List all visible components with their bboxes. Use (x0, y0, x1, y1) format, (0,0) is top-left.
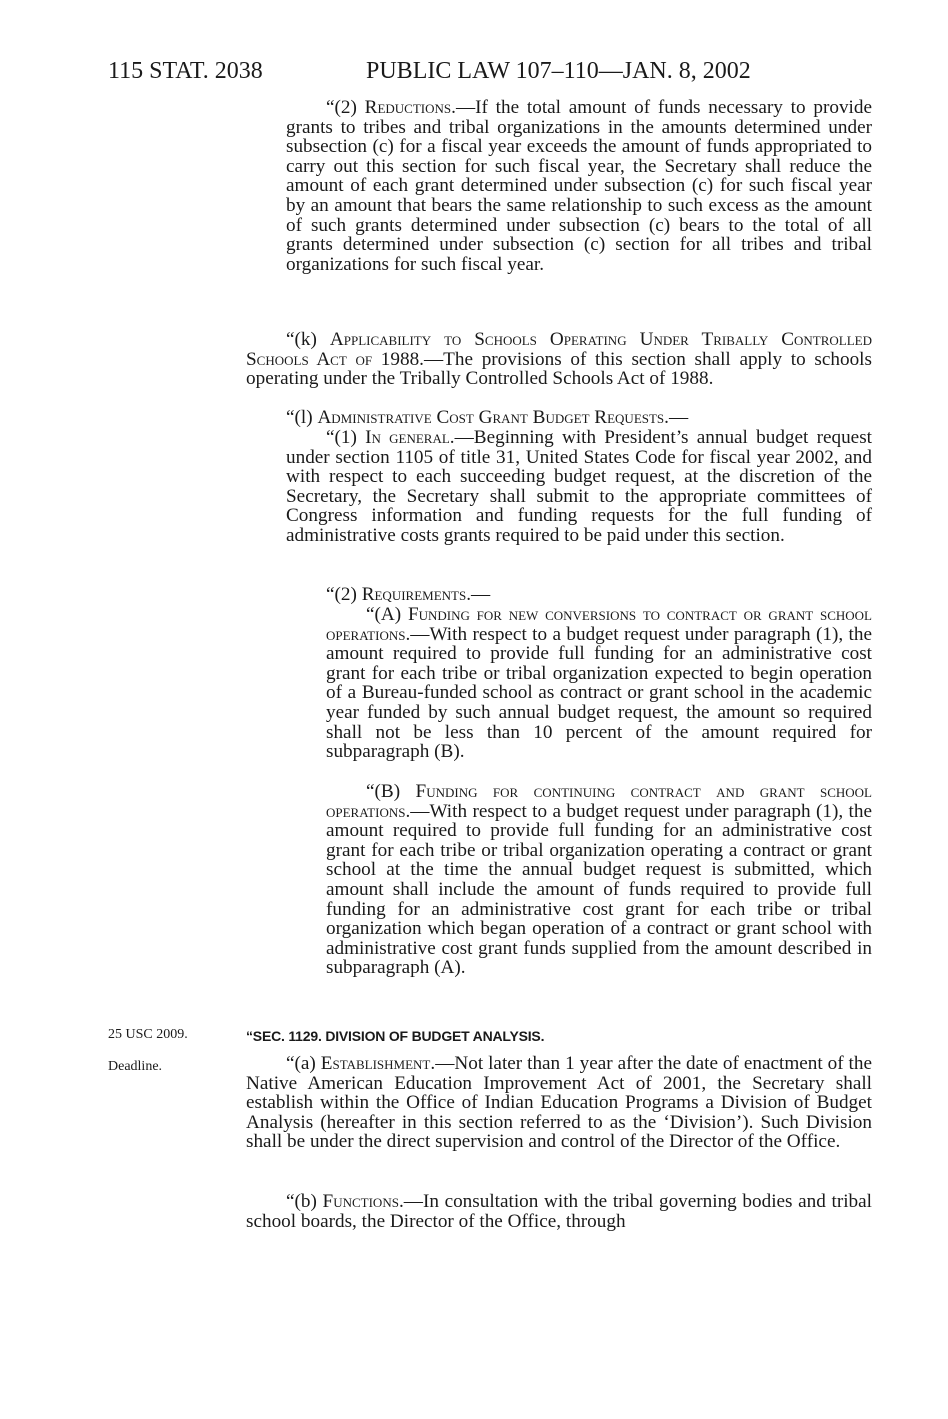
para-heading: Establishment. (320, 1053, 436, 1074)
para-text: —In consultation with the tribal governing bodies and tribal school boards, the Director of the Office, through (246, 1191, 873, 1232)
para-heading: Applicability to Schools Operating Under Tribally Controlled Schools Act of 1988. (246, 329, 873, 370)
para-prefix: “(2) (326, 584, 362, 605)
para-heading: Funding for new conversions to contract or grant school operations. (326, 604, 872, 645)
subsection-b-functions (246, 1192, 872, 1231)
para-text: — (471, 584, 491, 605)
paragraph-j-2-reductions (286, 98, 872, 274)
subparagraph-a-new-conversions (326, 605, 872, 762)
para-prefix: “(1) (326, 427, 366, 448)
para-text: — (668, 407, 689, 428)
para-text: —With respect to a budget request under paragraph (1), the amount required to provide full funding for an administrative cost grant for each tribe or tribal organization operating a contract or grant school at the time the annual budget request is submitted, which amount shall include the amount of funds required to provide full funding for an administrative cost grant for each tribe or tribal organization which began operation of a contract or grant school with administrative cost grant funds supplied from the amount described in subparagraph (A). (326, 800, 872, 979)
para-heading: Funding for continuing contract and grant school operations. (326, 781, 872, 822)
para-heading: Functions. (322, 1191, 404, 1212)
subsection-l-heading (246, 408, 872, 428)
paragraph-l-1-in-general (286, 428, 872, 546)
subparagraph-b-continuing-operations (326, 782, 872, 978)
para-heading: Requirements. (361, 584, 471, 605)
para-text: —If the total amount of funds necessary to provide grants to tribes and tribal organizations in the amounts determined under subsection (c) for a fiscal year exceeds the amount of funds appropriated to carry out this section for such fiscal year, the Secretary shall reduce the amount of each grant determined under subsection (c) for such fiscal year by an amount that bears the same relationship to such excess as the amount of such grants determined under subsection (c) bears to the total of all grants determined under subsection (c) section for all tribes and tribal organizations for such fiscal year. (286, 97, 872, 275)
para-prefix: “(b) (286, 1191, 323, 1212)
para-prefix: “(l) (286, 407, 318, 428)
para-prefix: “(k) (286, 329, 330, 350)
para-text: —With respect to a budget request under paragraph (1), the amount required to provide full funding for an administrative cost grant for each tribe or tribal organization expected to begin operation of a Bureau-funded school as contract or grant school in the academic year funded by such annual budget request, the amount so required shall not be less than 10 percent of the amount required for subparagraph (B). (326, 623, 872, 763)
para-prefix: “(B) (366, 781, 416, 802)
para-text: —The provisions of this section shall apply to schools operating under the Tribally Controlled Schools Act of 1988. (246, 348, 872, 390)
stat-page-number: 115 STAT. 2038 (108, 58, 263, 84)
subsection-k-applicability (246, 330, 872, 389)
margin-note-deadline: Deadline. (108, 1059, 163, 1074)
para-heading: Reductions. (364, 97, 456, 118)
subsection-a-establishment (246, 1054, 872, 1152)
para-prefix: “(a) (286, 1053, 321, 1074)
section-1129-heading: “SEC. 1129. DIVISION OF BUDGET ANALYSIS. (246, 1028, 545, 1044)
para-prefix: “(A) (366, 604, 408, 625)
para-text: —Not later than 1 year after the date of enactment of the Native American Education Improvement Act of 2001, the Secretary shall establish within the Office of Indian Education Programs a Division of Budget Analysis (hereafter in this section referred to as the ‘Division’). Such Division shall be under the direct supervision and control of the Director of the Office. (246, 1053, 872, 1153)
paragraph-l-2-requirements (286, 585, 872, 605)
margin-note-usc: 25 USC 2009. (108, 1027, 188, 1042)
page-header (108, 58, 808, 88)
public-law-citation: PUBLIC LAW 107–110—JAN. 8, 2002 (366, 58, 751, 84)
para-prefix: “(2) (326, 97, 365, 118)
para-heading: In general. (365, 427, 455, 448)
para-text: —Beginning with President’s annual budget request under section 1105 of title 31, United States Code for fiscal year 2002, and with respect to each succeeding budget request, at the discretion of the Secretary, the Secretary shall submit to the appropriate committees of Congress information and funding requests for the full funding of administrative costs grants required to be paid under this section. (286, 427, 872, 546)
para-heading: Administrative Cost Grant Budget Requests. (317, 407, 669, 428)
